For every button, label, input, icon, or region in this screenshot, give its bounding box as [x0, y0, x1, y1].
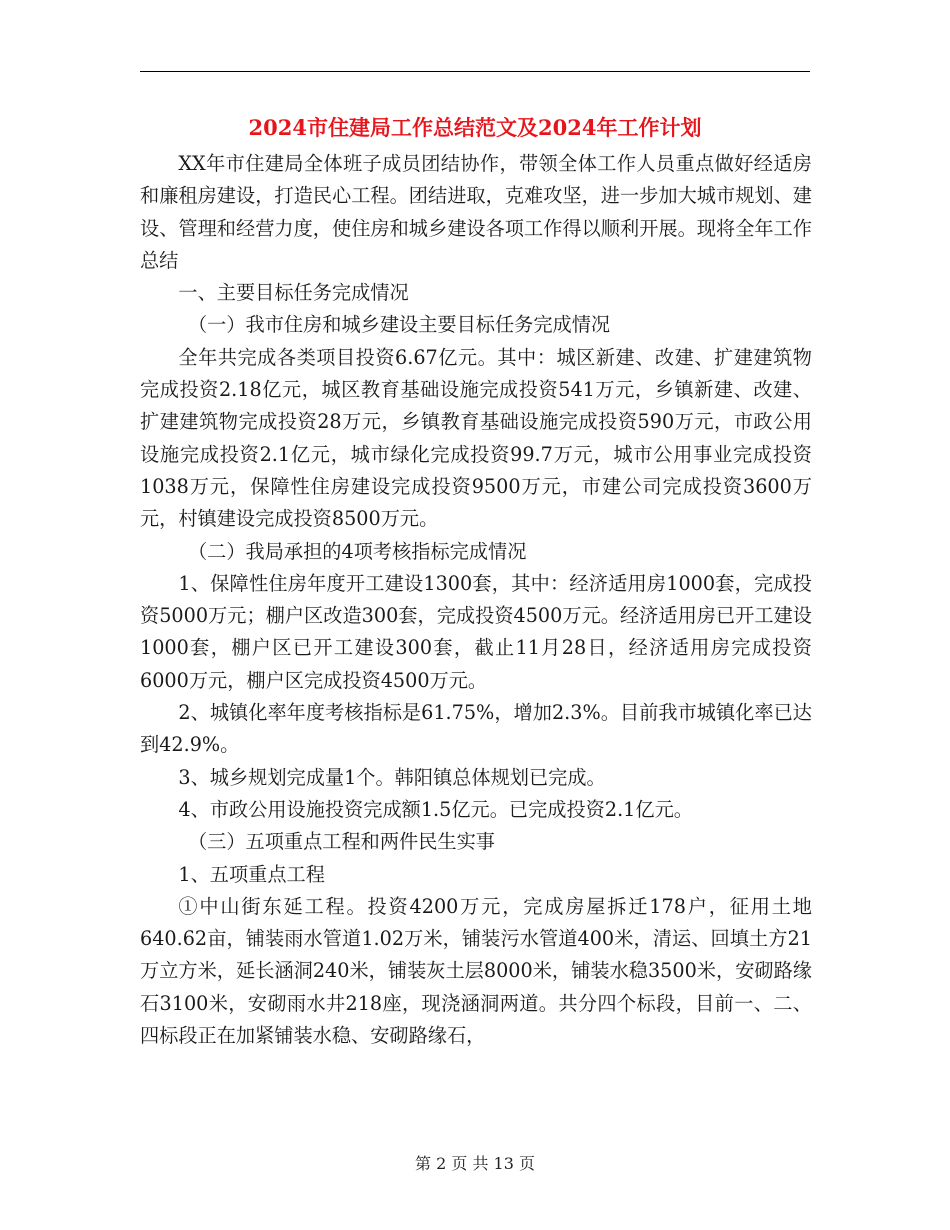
paragraph-intro: XX年市住建局全体班子成员团结协作，带领全体工作人员重点做好经适房和廉租房建设，打造民心工程。团结进取，克难攻坚，进一步加大城市规划、建设、管理和经营力度，使住房和城乡建设各项工作得以顺利开展。现将全年工作总结: [140, 152, 812, 272]
paragraph-item-3: 3、城乡规划完成量1个。韩阳镇总体规划已完成。: [178, 765, 606, 789]
paragraph-item-2: 2、城镇化率年度考核指标是61.75%，增加2.3%。目前我市城镇化率已达到42.9%。: [140, 701, 812, 757]
paragraph-zhongshan-street: ①中山街东延工程。投资4200万元，完成房屋拆迁178户，征用土地640.62亩，铺装雨水管道1.02万米，铺装污水管道400米，清运、回填土方21万立方米，延长涵洞240米，铺装灰土层8000米，铺装水稳3500米，安砌路缘石3100米，安砌雨水井218座，现浇涵洞两道。共分四个标段，目前一、二、四标段正在加紧铺装水稳、安砌路缘石，: [140, 894, 812, 1048]
subsection-heading-3: （三）五项重点工程和两件民生实事: [188, 830, 495, 854]
subsection-heading-2: （二）我局承担的4项考核指标完成情况: [188, 539, 527, 563]
paragraph-item-4: 4、市政公用设施投资完成额1.5亿元。已完成投资2.1亿元。: [178, 797, 693, 821]
paragraph-item-1: 1、保障性住房年度开工建设1300套，其中：经济适用房1000套，完成投资5000万元；棚户区改造300套，完成投资4500万元。经济适用房已开工建设1000套，棚户区已开工建设300套，截止11月28日，经济适用房完成投资6000万元，棚户区完成投资4500万元。: [140, 571, 812, 692]
paragraph-projects-heading: 1、五项重点工程: [178, 862, 325, 886]
document-body: [140, 148, 812, 1052]
header-rule: [140, 71, 810, 72]
subsection-heading-1: （一）我市住房和城乡建设主要目标任务完成情况: [188, 313, 611, 337]
paragraph-investment: 全年共完成各类项目投资6.67亿元。其中：城区新建、改建、扩建建筑物完成投资2.18亿元，城区教育基础设施完成投资541万元，乡镇新建、改建、扩建建筑物完成投资28万元，乡镇教育基础设施完成投资590万元，市政公用设施完成投资2.1亿元，城市绿化完成投资99.7万元，城市公用事业完成投资1038万元，保障性住房建设完成投资9500万元，市建公司完成投资3600万元，村镇建设完成投资8500万元。: [140, 345, 812, 531]
document-title: 2024市住建局工作总结范文及2024年工作计划: [248, 115, 702, 140]
page-number: 第 2 页 共 13 页: [415, 1154, 535, 1173]
section-heading-1: 一、主要目标任务完成情况: [178, 281, 409, 305]
